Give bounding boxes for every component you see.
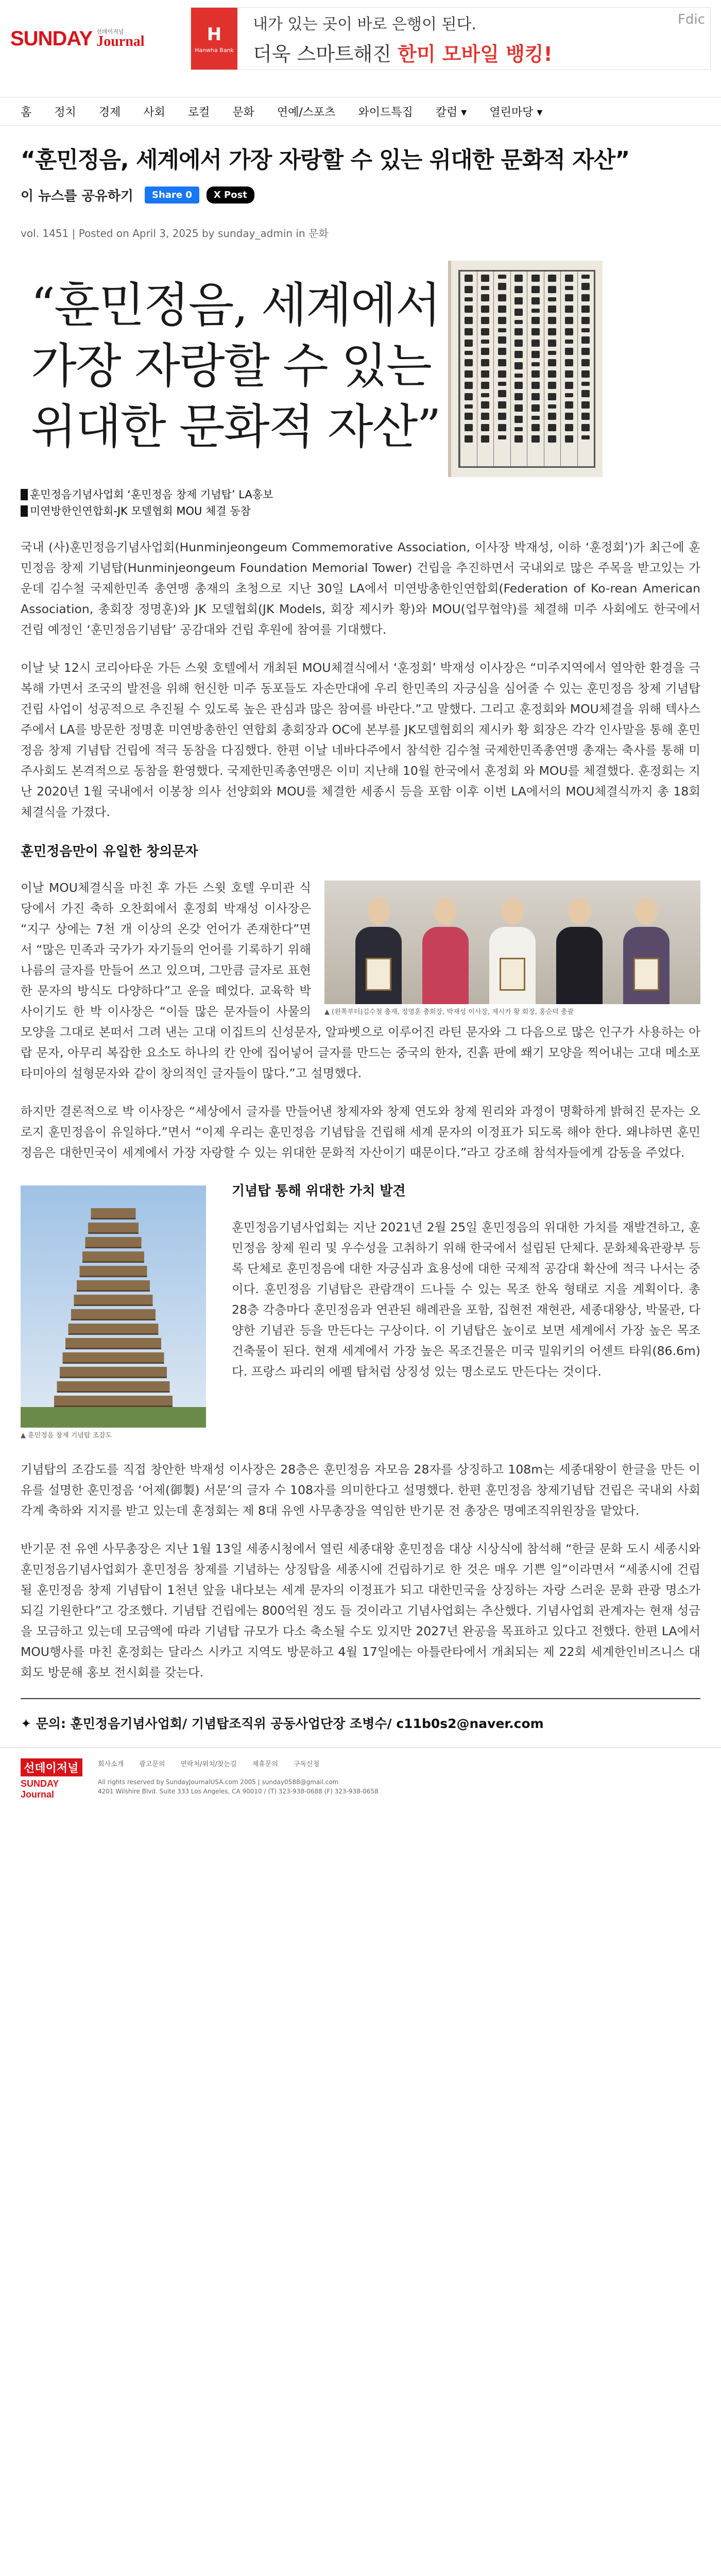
photo-plaque xyxy=(633,958,659,991)
book-glyph xyxy=(548,351,556,355)
share-label: 이 뉴스를 공유하기 xyxy=(21,189,134,204)
ad-line-2 xyxy=(253,38,553,66)
book-glyph xyxy=(548,413,556,420)
book-glyph xyxy=(498,283,506,290)
book-glyph xyxy=(565,294,573,301)
book-glyph xyxy=(531,416,540,420)
book-glyph xyxy=(514,340,523,347)
article-paragraph: 기념탑의 조감도를 직접 창안한 박재성 이사장은 28층은 훈민정음 자모음 28자를 상징하고 108m는 세종대왕이 한글을 만든 이유를 설명한 훈민정음 ‘어제(御製) 서문’의 글자 수 108자를 의미한다고 설명했다. 한편 훈민정음 창제기념탑 건립은 국내외 사회 각계 축하와 지지를 받고 있는데 훈정회는 제 8대 유엔 사무총장을 역임한 반기문 전 총장은 명예조직위원장을 맡았다. xyxy=(21,1462,700,1518)
photo-plaque xyxy=(500,958,525,991)
section-heading: 훈민정음만이 유일한 창의문자 xyxy=(21,844,198,859)
hero-captions xyxy=(21,486,700,519)
book-text-column xyxy=(493,272,510,466)
nav-item-economy[interactable]: 경제 xyxy=(98,106,121,119)
book-glyph xyxy=(581,275,590,279)
book-text-column xyxy=(460,272,477,466)
footer-logo-kr: 선데이저널 xyxy=(21,1758,82,1776)
book-glyph xyxy=(531,340,540,347)
book-glyph xyxy=(465,275,473,282)
book-glyph xyxy=(465,370,473,378)
book-glyph xyxy=(531,404,540,412)
ad-fdic-tag: Fdic xyxy=(678,12,705,27)
tower-rendering-image xyxy=(21,1185,206,1428)
book-glyph xyxy=(581,424,590,431)
book-glyph xyxy=(581,401,590,409)
book-glyph xyxy=(565,348,573,355)
book-glyph xyxy=(465,382,473,389)
book-glyph xyxy=(498,306,506,313)
footer-link-partnership[interactable]: 제휴문의 xyxy=(252,1760,278,1768)
book-glyph xyxy=(481,370,489,378)
book-glyph xyxy=(481,348,489,355)
book-glyph xyxy=(565,413,573,420)
hero-line: 위대한 문화적 자산” xyxy=(31,399,440,454)
meta-separator: | xyxy=(72,227,79,240)
book-glyph xyxy=(565,401,573,409)
caption-bullet-icon xyxy=(21,489,28,500)
book-glyph xyxy=(498,359,506,366)
book-glyph xyxy=(465,393,473,400)
book-glyph xyxy=(465,435,473,443)
book-glyph xyxy=(548,435,556,443)
book-glyph xyxy=(565,424,573,431)
tower-tier xyxy=(60,1367,167,1378)
book-glyph xyxy=(565,306,573,313)
book-text-column xyxy=(527,272,544,466)
book-glyph xyxy=(531,309,540,313)
book-glyph xyxy=(514,309,523,316)
hero-line: 가장 자랑할 수 있는 xyxy=(31,338,431,394)
book-text-column xyxy=(510,272,527,466)
article-paragraph: 국내 (사)훈민정음기념사업회(Hunminjeongeum Commemorative Association, 이사장 박재성, 이하 ‘훈정회’)가 최근에 훈민정음 창제 기념탑(Hunminjeongeum Foundation Memorial Tower) 건립을 추진하면서 국내외로 많은 주목을 받고있는 가운데 김수철 국제한민족 총연맹 총재의 초청으로 지난 30일 LA에서 미연방총한인연합회(Federation of Ko-rean American Association, 총회장 정명훈)와 JK 모델협회(JK Models, 회장 제시카 황)와 MOU(업무협약)를 체결해 미주 사회에도 한국에서 건립 예정인 ‘훈민정음기념탑’ 공감대와 건립 후원에 참여를 기대했다. xyxy=(21,540,700,637)
article-divider xyxy=(21,1698,700,1699)
nav-item-home[interactable]: 홈 xyxy=(21,106,32,119)
book-glyph xyxy=(465,340,473,347)
book-glyph xyxy=(481,286,489,290)
x-post-label: X Post xyxy=(213,190,247,200)
nav-item-column[interactable]: 칼럼 ▾ xyxy=(435,106,467,119)
article-paragraph: 이날 MOU체결식을 마친 후 가든 스윗 호텔 우미관 식당에서 가진 축하 오찬회에서 훈정회 박재성 이사장은 “지구 상에는 7천 개 이상의 온갖 언어가 존재한다”면서 “많은 민족과 국가가 자기들의 언어를 기록하기 위해 나름의 글자를 만들어 쓰고 있으며, 그만큼 글자로 표현한 문자의 방식도 다양하다”고 운을 떼었다. 교육학 박사이기도 한 박 이사장은 “이들 많은 문자들이 사물의 모양을 그대로 본떠서 그려 낸는 고대 이집트의 신성문자, 알파벳으로 이루어진 라틴 문자와 그 다음으로 많은 인구가 사용하는 아랍 문자, 아무리 복잡한 요소도 하나의 칸 안에 집어넣어 글자를 만드는 중국의 한자, 진흙 판에 쐐기 모양을 찍어내는 고대 메소포타미아의 설형문자와 같이 창의적인 글자들이 많다.”고 설명했다. xyxy=(21,880,700,1080)
book-glyph xyxy=(548,404,556,409)
book-text-column xyxy=(577,272,594,466)
book-glyph xyxy=(581,306,590,313)
book-glyph xyxy=(531,317,540,324)
logo-sunday-text: SUNDAY xyxy=(10,27,93,50)
tower-tier xyxy=(77,1280,150,1292)
tower-photo-caption: ▲ 훈민정음 창제 기념탑 조감도 xyxy=(21,1432,112,1439)
tower-tier xyxy=(71,1309,156,1320)
nav-item-wide[interactable]: 와이드특집 xyxy=(358,106,413,119)
ad-line-1: 내가 있는 곳이 바로 은행이 된다. xyxy=(253,15,476,33)
book-glyph xyxy=(514,351,523,358)
logo-journal-text: Journal xyxy=(96,33,145,49)
article-paragraph: 훈민정음기념사업회는 지난 2021년 2월 25일 훈민정음의 위대한 가치를 재발견하고, 훈민정음 창제 원리 및 우수성을 고취하기 위해 한국에서 설립된 단체다. 문화체육관광부 등록 단체로 훈민정음에 대한 자긍심과 효용성에 대한 국제적 공감대 확산에 적극 나서는 중이다. 훈민정음 기념탑은 관람객이 드나들 수 있는 목조 한옥 형태로 지을 계획이다. 총 28층 각층마다 훈민정음과 연관된 해례관을 포함, 집현전 재현관, 세종대왕상, 박물관, 다양한 기념관 등을 만든다는 구상이다. 이 기념탑은 높이로 보면 세계에서 가장 높은 목조건축물이 된다. 현재 세계에서 가장 높은 목조건물은 미국 밀워키의 어센트 타워(86.6m)다. 프랑스 파리의 에펠 탑처럼 상징성 있는 명소로도 만든다는 것이다. xyxy=(232,1220,700,1379)
ad-brand-badge xyxy=(191,8,237,70)
book-glyph xyxy=(498,275,506,279)
book-glyph xyxy=(565,359,573,366)
book-glyph xyxy=(548,424,556,431)
book-glyph xyxy=(481,401,489,409)
tower-tier xyxy=(65,1338,161,1349)
contact-info: ✦ 문의: 훈민정음기념사업회/ 기념탑조직위 공동사업단장 조병수/ c11b0s2@naver.com xyxy=(21,1716,544,1731)
book-glyph xyxy=(531,275,540,282)
book-glyph xyxy=(498,348,506,355)
article-paragraph: 반기문 전 유엔 사무총장은 지난 1월 13일 세종시청에서 열린 세종대왕 훈민정음 대상 시상식에 참석해 “한글 문화 도시 세종시와 훈민정음기념사업회가 훈민정음 창제를 기념하는 상징탑을 세종시에 건립하기로 한 것은 매우 기쁜 일”이라면서 “세종시에 건립될 훈민정음 창제 기념탑이 1천년 앞을 내다보는 세계 문자의 이정표가 되고 대한민국을 상징하는 자랑 스러운 문화 관광 명소가 되길 기원한다”고 강조했다. 기념탑 건립에는 800억원 정도 들 것이라고 기념사업회는 추산했다. 기념사업회 관계자는 현재 성금을 모금하고 있는데 모금액에 따라 기념탑 규모가 다소 축소될 수도 있지만 2027년 완공을 목표하고 있다고 전했다. 한편 LA에서 MOU행사를 마친 훈정회는 달라스 시카고 지역도 방문하고 4월 17일에는 아틀란타에서 개최되는 제 22회 세계한인비즈니스 대회도 방문해 홍보 전시회를 갖는다. xyxy=(21,1541,700,1680)
tower-tier xyxy=(91,1208,136,1219)
hero-image xyxy=(21,261,603,477)
book-glyph xyxy=(548,286,556,293)
book-glyph xyxy=(565,275,573,282)
book-glyph xyxy=(465,359,473,366)
book-glyph xyxy=(565,393,573,397)
book-glyph xyxy=(548,393,556,400)
book-glyph xyxy=(465,404,473,409)
facebook-share-button[interactable] xyxy=(145,187,199,204)
footer-logo-en: SUNDAY Journal xyxy=(21,1778,59,1800)
book-glyph xyxy=(548,340,556,347)
article-title: “훈민정음, 세계에서 가장 자랑할 수 있는 위대한 문화적 자산” xyxy=(21,147,630,173)
book-glyph xyxy=(548,328,556,335)
book-glyph xyxy=(498,294,506,301)
facebook-share-label: Share 0 xyxy=(152,190,192,200)
book-glyph xyxy=(581,382,590,386)
tower-tier xyxy=(68,1324,159,1335)
book-glyph xyxy=(481,317,489,324)
book-glyph xyxy=(514,435,523,443)
book-glyph xyxy=(514,297,523,304)
book-glyph xyxy=(514,427,523,431)
book-glyph xyxy=(498,336,506,344)
book-glyph xyxy=(565,382,573,389)
nav-item-culture[interactable]: 문화 xyxy=(232,106,254,119)
book-glyph xyxy=(581,283,590,290)
book-glyph xyxy=(514,382,523,389)
footer-links xyxy=(98,1758,379,1768)
meta-volume: vol. 1451 xyxy=(21,227,69,240)
book-glyph xyxy=(565,370,573,378)
book-glyph xyxy=(531,435,540,443)
book-glyph xyxy=(514,374,523,378)
book-glyph xyxy=(548,317,556,324)
book-glyph xyxy=(548,275,556,282)
mou-group-photo xyxy=(324,880,700,1004)
tower-tier xyxy=(57,1381,170,1393)
ad-copy xyxy=(237,11,553,66)
book-glyph xyxy=(498,413,506,420)
book-glyph xyxy=(465,351,473,355)
nav-item-entertainment[interactable]: 연예/스포츠 xyxy=(277,106,336,119)
book-glyph xyxy=(481,328,489,335)
book-glyph xyxy=(498,424,506,431)
photo-person xyxy=(422,898,469,1004)
book-glyph xyxy=(531,351,540,358)
footer-address-line: 4201 Wilshire Blvd. Suite 333 Los Angeles, CA 90010 / (T) 323-938-0688 (F) 323-938-0658 xyxy=(98,1788,379,1795)
photo-plaque xyxy=(366,958,391,991)
book-glyph xyxy=(531,370,540,378)
site-footer xyxy=(0,1748,721,1825)
logo-side xyxy=(96,29,144,49)
nav-item-politics[interactable]: 정치 xyxy=(54,106,76,119)
hunminjeongeum-book-image xyxy=(448,261,603,477)
photo-person xyxy=(556,898,603,1004)
tower-tier xyxy=(82,1251,144,1263)
book-glyph xyxy=(481,424,489,431)
section-creative-script xyxy=(21,877,700,1083)
meta-posted: Posted on April 3, 2025 by sunday_admin in xyxy=(78,227,305,240)
ad-brand-icon: H xyxy=(207,24,222,45)
footer-info xyxy=(98,1758,379,1796)
book-glyph xyxy=(548,382,556,389)
site-logo[interactable] xyxy=(10,27,185,50)
caption-bullet-icon xyxy=(21,505,28,517)
tower-tier xyxy=(54,1396,173,1407)
tower-tier xyxy=(80,1266,147,1277)
book-glyph xyxy=(531,382,540,389)
book-glyph xyxy=(514,320,523,324)
book-glyph xyxy=(498,435,506,439)
ad-brand-name: Hanwha Bank xyxy=(195,46,234,54)
book-glyph xyxy=(465,306,473,313)
book-glyph xyxy=(514,404,523,412)
tower-tier xyxy=(88,1223,139,1234)
book-glyph xyxy=(481,275,489,282)
book-glyph xyxy=(498,401,506,409)
book-glyph xyxy=(565,317,573,324)
book-glyph xyxy=(581,328,590,332)
book-glyph xyxy=(531,297,540,304)
book-glyph xyxy=(548,359,556,366)
book-glyph xyxy=(531,328,540,335)
book-glyph xyxy=(531,393,540,400)
ad-line-2-highlight: 한미 모바일 뱅킹! xyxy=(398,42,553,65)
book-glyph xyxy=(498,317,506,324)
hero-caption xyxy=(21,486,700,503)
book-glyph xyxy=(498,382,506,386)
post-meta xyxy=(21,225,700,240)
book-glyph xyxy=(565,340,573,344)
footer-link-about[interactable]: 회사소개 xyxy=(98,1760,124,1768)
book-glyph xyxy=(481,435,489,443)
book-glyph xyxy=(565,286,573,290)
share-bar xyxy=(21,185,700,205)
banner-ad[interactable] xyxy=(191,7,711,70)
book-page xyxy=(458,270,595,468)
logo-kr-text: 선데이저널 xyxy=(96,28,124,35)
article-paragraph: 이날 낮 12시 코리아타운 가든 스윗 호텔에서 개최된 MOU체결식에서 ‘훈정회’ 박재성 이사장은 “미주지역에서 열악한 환경을 극복해 가면서 조국의 발전을 위해 헌신한 미주 동포들도 자손만대에 우리 한민족의 자긍심을 심어줄 수 있는 훈민정음 창제 기념탑 건립 사업이 성공적으로 추진될 수 있도록 높은 관심과 많은 참여를 바란다.”고 말했다. 그리고 훈정회와 MOU체결을 위해 텍사스주에서 LA를 방문한 정명훈 미연방총한인 연합회 총회장과 OC에 본부를 JK모델협회의 제시카 황 회장은 각각 인사말을 통해 훈민정음 창제 기념탑 건립에 적극 동참을 다짐했다. 한편 이날 네바다주에서 참석한 김수철 국제한민족총연맹 총재는 축사를 통해 미주사회도 본격적으로 동참을 환영했다. 국제한민족총연맹은 이미 지난해 10월 한국에서 훈정회 와 MOU를 체결했다. 훈정회는 지난 2020년 1월 국내에서 이봉창 의사 선양회와 MOU를 체결한 세종시 등을 포함 이후 이번 LA에서의 MOU체결식까지 총 18회 체결식을 가졌다. xyxy=(21,660,700,819)
book-glyph xyxy=(531,286,540,293)
book-glyph xyxy=(481,359,489,366)
book-glyph xyxy=(498,390,506,397)
book-glyph xyxy=(565,328,573,335)
ad-line-2-pre: 더욱 스마트해진 xyxy=(253,42,392,65)
meta-category-link[interactable]: 문화 xyxy=(308,227,329,240)
book-glyph xyxy=(514,328,523,335)
book-glyph xyxy=(481,382,489,389)
book-glyph xyxy=(548,370,556,378)
book-glyph xyxy=(581,435,590,439)
book-glyph xyxy=(581,317,590,324)
book-glyph xyxy=(481,413,489,420)
book-glyph xyxy=(581,370,590,378)
footer-copyright-line: All rights reserved by SundayJournalUSA.com 2005 | sunday0588@gmail.com xyxy=(98,1778,339,1786)
book-glyph xyxy=(465,328,473,335)
book-glyph xyxy=(481,294,489,301)
book-glyph xyxy=(514,393,523,400)
tower-tier xyxy=(63,1352,164,1364)
book-glyph xyxy=(531,424,540,431)
book-glyph xyxy=(548,297,556,301)
mou-photo-caption: ▲ (왼쪽부터)김수철 총재, 정명훈 총회장, 박재성 이사장, 제시카 황 회장, 홍순덕 총괄 xyxy=(324,1008,574,1016)
book-text-column xyxy=(544,272,561,466)
book-text-column xyxy=(477,272,494,466)
book-glyph xyxy=(581,359,590,366)
main-nav xyxy=(0,97,721,126)
hero-caption-text: 훈민정음기념사업회 ‘훈민정음 창제 기념탑’ LA홍보 xyxy=(30,488,273,501)
book-glyph xyxy=(465,297,473,301)
article xyxy=(0,141,721,1732)
book-glyph xyxy=(581,348,590,355)
book-glyph xyxy=(581,413,590,420)
book-glyph xyxy=(465,286,473,293)
book-glyph xyxy=(498,328,506,332)
nav-item-forum[interactable]: 열린마당 ▾ xyxy=(489,106,543,119)
book-text-column xyxy=(560,272,577,466)
book-glyph xyxy=(481,393,489,397)
site-header xyxy=(0,0,721,77)
footer-link-subscribe[interactable]: 구독신청 xyxy=(293,1760,320,1768)
book-glyph xyxy=(581,294,590,301)
book-glyph xyxy=(548,306,556,313)
nav-item-local[interactable]: 로컬 xyxy=(187,106,210,119)
book-glyph xyxy=(565,435,573,443)
book-glyph xyxy=(481,306,489,313)
book-glyph xyxy=(581,390,590,397)
tower-figure xyxy=(21,1185,206,1442)
footer-link-ads[interactable]: 광고문의 xyxy=(139,1760,165,1768)
hero-line: “훈민정음, 세계에서 xyxy=(31,278,440,333)
article-paragraph: 하지만 결론적으로 박 이사장은 “세상에서 글자를 만들어낸 창제자와 창제 연도와 창제 원리와 과정이 명확하게 밝혀진 문자는 오로지 훈민정음이 유일하다.”면서 “이제 우리는 훈민정음 기념탑을 건립해 세계 문자의 이정표가 되도록 해야 한다. 왜냐하면 훈민정음은 대한민국이 세계에서 가장 자랑할 수 있는 위대한 문화적 자산이기 때문이다.”라고 강조해 참석자들에게 감동을 주었다. xyxy=(21,1104,700,1160)
book-glyph xyxy=(581,336,590,344)
mou-photo-figure xyxy=(324,880,700,1018)
book-glyph xyxy=(465,317,473,324)
book-glyph xyxy=(465,413,473,420)
book-glyph xyxy=(514,416,523,423)
section-heading: 기념탑 통해 위대한 가치 발견 xyxy=(232,1183,406,1199)
section-memorial-tower xyxy=(21,1180,700,1442)
book-glyph xyxy=(514,286,523,293)
hero-headline xyxy=(31,275,440,457)
footer-link-contact[interactable]: 연락처/위치/찾는길 xyxy=(180,1760,237,1768)
book-glyph xyxy=(514,362,523,369)
hero-caption xyxy=(21,503,700,519)
book-glyph xyxy=(498,370,506,378)
book-glyph xyxy=(514,275,523,282)
x-post-button[interactable] xyxy=(207,187,254,204)
tower-ground xyxy=(21,1407,206,1428)
tower-tier xyxy=(74,1295,153,1306)
footer-logo[interactable] xyxy=(21,1758,82,1800)
nav-item-society[interactable]: 사회 xyxy=(143,106,165,119)
book-glyph xyxy=(465,424,473,431)
tower-tier xyxy=(85,1237,142,1248)
hero-caption-text: 미연방한인연합회-JK 모델협회 MOU 체결 동참 xyxy=(30,505,251,517)
footer-copyright xyxy=(98,1777,379,1796)
book-glyph xyxy=(481,340,489,344)
book-glyph xyxy=(531,362,540,366)
